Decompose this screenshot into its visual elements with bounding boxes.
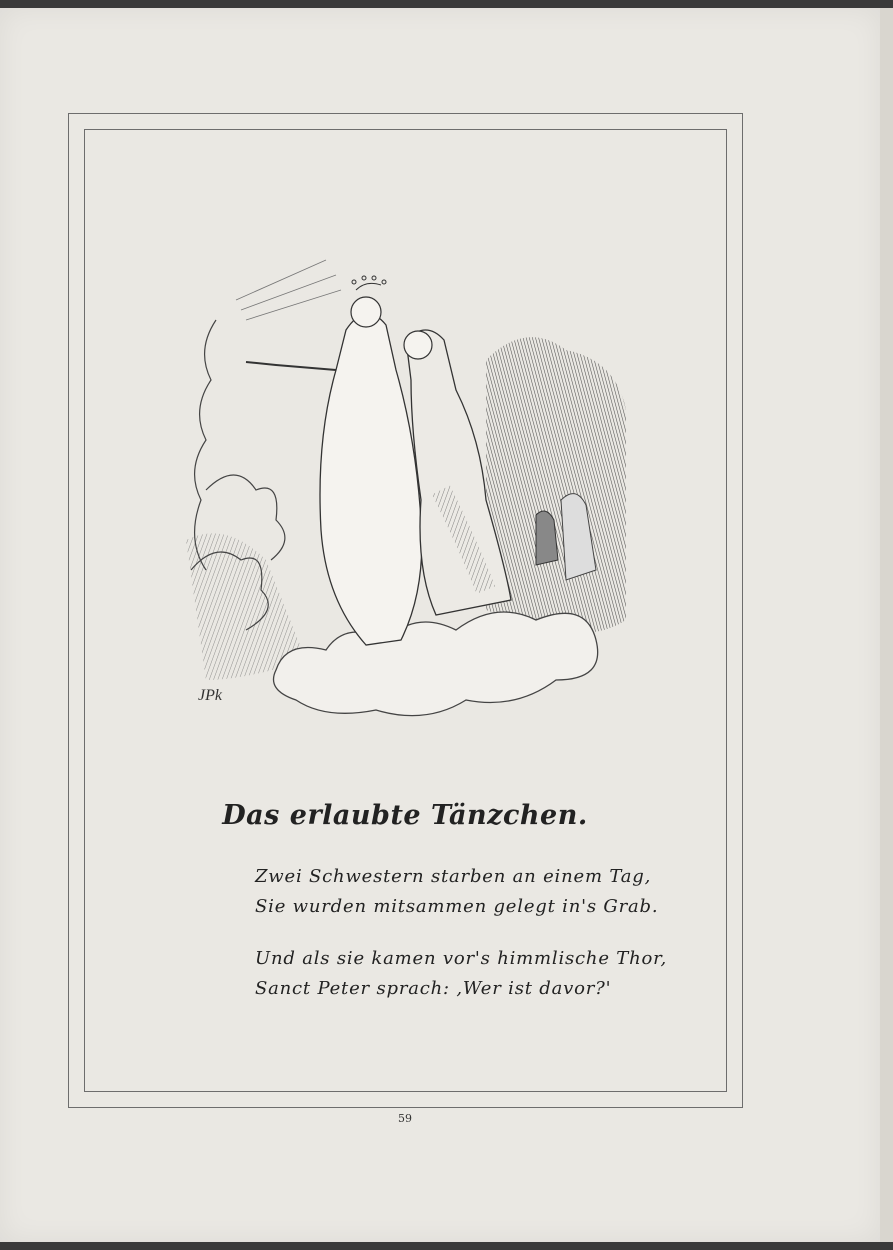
poem-line: Und als sie kamen vor's himmlische Thor,	[255, 948, 668, 969]
poem-line: Zwei Schwestern starben an einem Tag,	[255, 866, 652, 887]
poem-stanza-2	[255, 944, 668, 1004]
page-number: 59	[398, 1112, 412, 1125]
page-edge	[880, 8, 893, 1242]
poem-line: Sanct Peter sprach: ,Wer ist davor?'	[255, 978, 612, 999]
svg-text:JPk: JPk	[198, 687, 222, 704]
poem-stanza-1	[255, 862, 659, 922]
poem-line: Sie wurden mitsammen gelegt in's Grab.	[255, 896, 659, 917]
poem-title: Das erlaubte Tänzchen.	[222, 800, 588, 831]
engraving-two-figures-on-clouds-icon	[186, 240, 626, 730]
